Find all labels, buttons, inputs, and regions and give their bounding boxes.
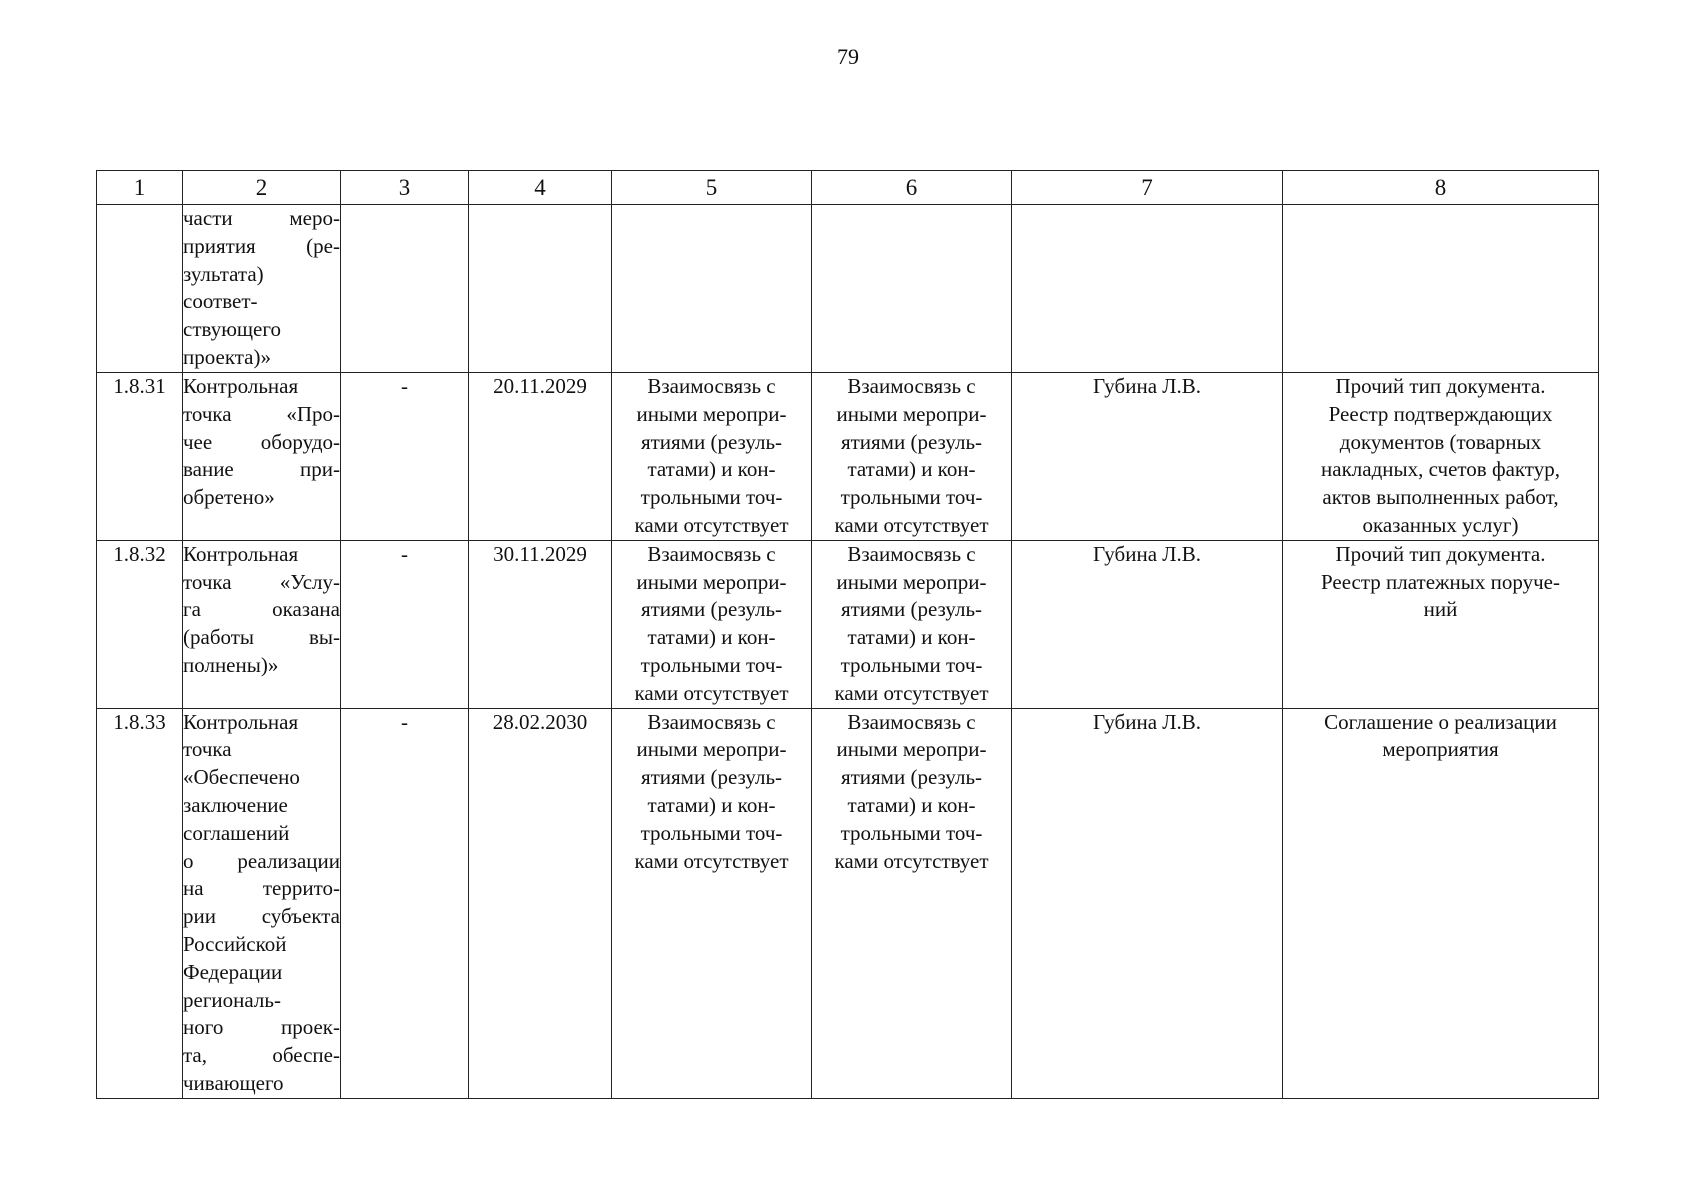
item-number-cell — [97, 205, 183, 373]
item-number-cell — [97, 373, 183, 541]
responsible-person: Губина Л.В. — [1092, 709, 1202, 734]
date-cell — [469, 373, 612, 541]
predecessors-cell — [612, 373, 812, 541]
responsible-cell — [1012, 540, 1283, 708]
item-name-line: (работы вы- — [183, 625, 340, 650]
document-type-line: Реестр подтверждающих — [1328, 401, 1553, 426]
successors-line: ятиями (резуль- — [840, 597, 983, 622]
document-type-line: Прочий тип документа. — [1335, 541, 1546, 566]
responsible-cell — [1012, 205, 1283, 373]
item-name-line: полнены)» — [183, 652, 279, 677]
predecessors-line: иными меропри- — [636, 569, 787, 594]
responsible-person: Губина Л.В. — [1092, 541, 1202, 566]
item-name-cell — [183, 708, 341, 1098]
predecessors-line: Взаимосвязь с — [647, 709, 776, 734]
column-header-8: 8 — [1283, 171, 1599, 205]
successors-line: иными меропри- — [836, 569, 987, 594]
item-name-line: та, обеспе- — [183, 1043, 340, 1068]
column-header-4: 4 — [469, 171, 612, 205]
date-cell — [469, 708, 612, 1098]
page-number: 79 — [837, 44, 859, 69]
successors-line: иными меропри- — [836, 737, 987, 762]
item-name-line: Контрольная — [183, 374, 299, 398]
predecessors-cell — [612, 708, 812, 1098]
item-number: 1.8.33 — [113, 709, 166, 734]
predecessors-line: ками отсутствует — [634, 512, 789, 537]
successors-line: ками отсутствует — [834, 512, 989, 537]
base-value-cell — [341, 708, 469, 1098]
item-name-line: соответ- — [183, 289, 258, 314]
successors-line: трольными точ- — [840, 652, 983, 677]
document-type-line: Прочий тип документа. — [1335, 374, 1546, 398]
date-value: 20.11.2029 — [493, 374, 587, 398]
base-value: - — [401, 374, 408, 398]
table-row — [97, 205, 1599, 373]
predecessors-line: ятиями (резуль- — [640, 597, 783, 622]
predecessors-line: татами) и кон- — [647, 625, 776, 650]
date-value: 28.02.2030 — [492, 709, 588, 734]
item-name-line: «Обеспечено — [183, 765, 300, 790]
item-name-line: проекта)» — [183, 344, 271, 369]
item-name-line: Российской — [183, 931, 287, 956]
document-type-line: актов выполненных работ, — [1322, 485, 1559, 510]
item-name-cell — [183, 373, 341, 541]
item-name-line: соглашений — [183, 820, 290, 845]
table-row — [97, 540, 1599, 708]
item-name-cell — [183, 540, 341, 708]
document-cell — [1283, 540, 1599, 708]
responsible-cell — [1012, 708, 1283, 1098]
document-type-line: Реестр платежных поруче- — [1320, 569, 1560, 594]
base-value: - — [401, 709, 408, 734]
predecessors-line: ками отсутствует — [634, 848, 789, 873]
predecessors-line: татами) и кон- — [647, 457, 776, 482]
item-name-line: части меро- — [183, 206, 340, 230]
item-name-line: ного проек- — [183, 1015, 340, 1040]
document-cell — [1283, 205, 1599, 373]
predecessors-line: иными меропри- — [636, 401, 787, 426]
base-value-cell — [341, 373, 469, 541]
table-row — [97, 708, 1599, 1098]
document-cell — [1283, 708, 1599, 1098]
predecessors-line: ятиями (резуль- — [640, 429, 783, 454]
successors-line: татами) и кон- — [847, 792, 976, 817]
column-header-6: 6 — [812, 171, 1012, 205]
base-value: - — [401, 541, 408, 566]
item-name-line: рии субъекта — [183, 904, 340, 929]
predecessors-line: татами) и кон- — [647, 792, 776, 817]
item-number-cell — [97, 540, 183, 708]
successors-line: Взаимосвязь с — [847, 541, 976, 566]
item-name-line: точка «Про- — [183, 401, 340, 426]
predecessors-line: ками отсутствует — [634, 680, 789, 705]
successors-line: татами) и кон- — [847, 457, 976, 482]
successors-line: Взаимосвязь с — [847, 374, 976, 398]
successors-cell — [812, 708, 1012, 1098]
item-name-cell — [183, 205, 341, 373]
item-name-line: Контрольная — [183, 709, 299, 734]
successors-line: трольными точ- — [840, 485, 983, 510]
column-header-1: 1 — [97, 171, 183, 205]
item-name-line: вание при- — [183, 457, 340, 482]
successors-line: трольными точ- — [840, 820, 983, 845]
successors-line: ками отсутствует — [834, 680, 989, 705]
document-type-line: мероприятия — [1382, 737, 1499, 762]
successors-line: ками отсутствует — [834, 848, 989, 873]
date-cell — [469, 540, 612, 708]
item-name-line: га оказана — [183, 597, 340, 622]
predecessors-line: иными меропри- — [636, 737, 787, 762]
item-name-line: обретено» — [183, 485, 275, 510]
predecessors-line: Взаимосвязь с — [647, 541, 776, 566]
table-header-row — [97, 171, 1599, 205]
successors-line: иными меропри- — [836, 401, 987, 426]
date-value: 30.11.2029 — [493, 541, 587, 566]
item-name-line: о реализации — [183, 848, 340, 873]
successors-cell — [812, 373, 1012, 541]
item-name-line: ствующего — [183, 317, 281, 342]
document-type-line: оказанных услуг) — [1362, 512, 1519, 537]
item-name-line: региональ- — [183, 987, 281, 1012]
item-name-line: Федерации — [183, 959, 283, 984]
date-cell — [469, 205, 612, 373]
column-header-3: 3 — [341, 171, 469, 205]
predecessors-line: трольными точ- — [640, 652, 783, 677]
document-type-line: ний — [1423, 597, 1458, 622]
base-value-cell — [341, 205, 469, 373]
successors-line: Взаимосвязь с — [847, 709, 976, 734]
predecessors-line: Взаимосвязь с — [647, 374, 776, 398]
document-cell — [1283, 373, 1599, 541]
column-header-2: 2 — [183, 171, 341, 205]
item-name-line: приятия (ре- — [183, 233, 340, 258]
item-number: 1.8.31 — [113, 374, 166, 398]
column-header-7: 7 — [1012, 171, 1283, 205]
predecessors-line: ятиями (резуль- — [640, 765, 783, 790]
item-name-line: на террито- — [183, 876, 340, 901]
table-row — [97, 373, 1599, 541]
responsible-person: Губина Л.В. — [1092, 374, 1202, 398]
predecessors-line: трольными точ- — [640, 485, 783, 510]
table-body — [97, 205, 1599, 1099]
document-type-line: накладных, счетов фактур, — [1321, 457, 1560, 482]
item-number: 1.8.32 — [113, 541, 166, 566]
successors-line: ятиями (резуль- — [840, 429, 983, 454]
item-name-line: точка — [183, 737, 232, 762]
successors-cell — [812, 540, 1012, 708]
column-header-5: 5 — [612, 171, 812, 205]
control-points-table — [96, 170, 1599, 1099]
document-type-line: документов (товарных — [1339, 429, 1542, 454]
predecessors-cell — [612, 540, 812, 708]
document-type-line: Соглашение о реализации — [1324, 709, 1557, 734]
successors-line: ятиями (резуль- — [840, 765, 983, 790]
item-name-line: зультата) — [183, 261, 264, 286]
base-value-cell — [341, 540, 469, 708]
item-name-line: чее оборудо- — [183, 429, 340, 454]
predecessors-cell — [612, 205, 812, 373]
item-name-line: чивающего — [183, 1070, 284, 1095]
item-name-line: заключение — [183, 792, 288, 817]
successors-cell — [812, 205, 1012, 373]
item-name-line: Контрольная — [183, 541, 299, 566]
successors-line: татами) и кон- — [847, 625, 976, 650]
predecessors-line: трольными точ- — [640, 820, 783, 845]
item-number-cell — [97, 708, 183, 1098]
responsible-cell — [1012, 373, 1283, 541]
item-name-line: точка «Услу- — [183, 569, 340, 594]
